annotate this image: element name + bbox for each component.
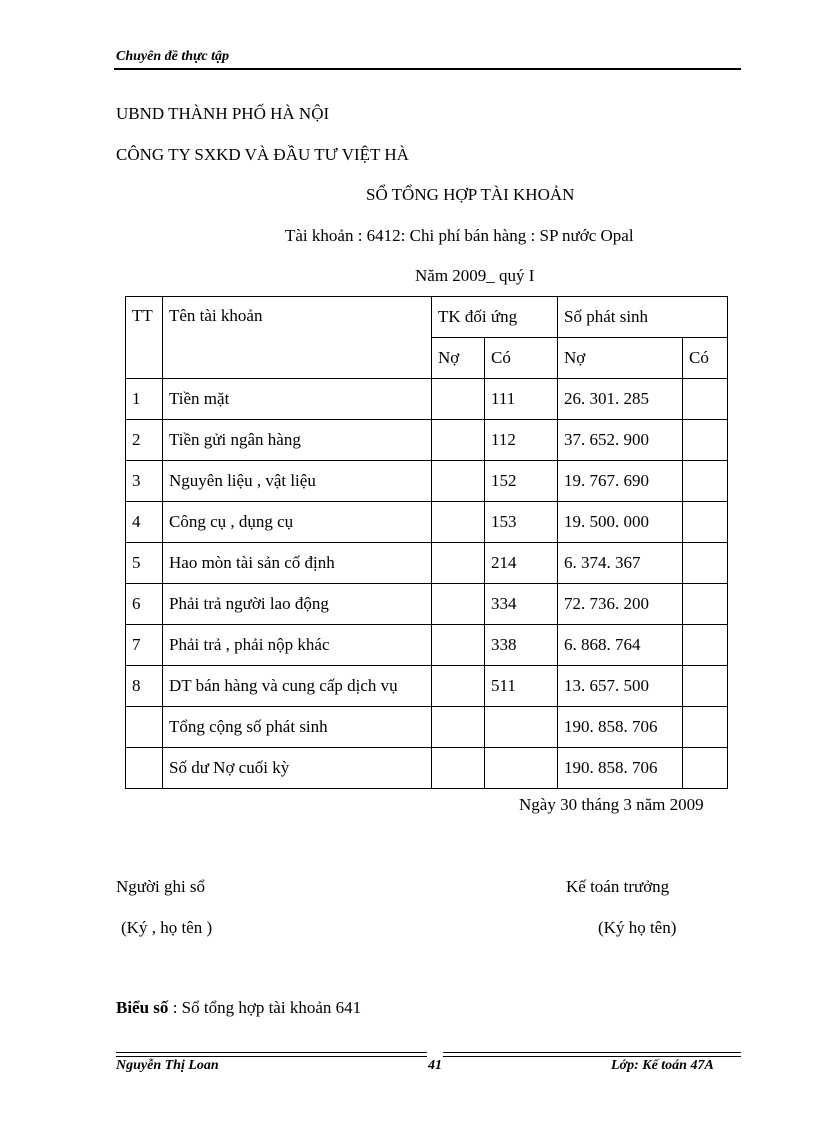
cell-account-name: Nguyên liệu , vật liệu	[163, 461, 432, 502]
cell-counter-co: 338	[485, 625, 558, 666]
table-row	[126, 707, 728, 748]
cell-tt: 8	[126, 666, 163, 707]
footer-rule-right	[443, 1052, 741, 1057]
cell-amount-co	[683, 666, 728, 707]
report-subtitle: Tài khoản : 6412: Chi phí bán hàng : SP nước Opal	[285, 226, 634, 245]
cell-amount-co	[683, 461, 728, 502]
signature-recorder-note: (Ký , họ tên )	[121, 918, 213, 937]
footer-rule-left	[116, 1052, 427, 1057]
cell-amount-no: 19. 500. 000	[558, 502, 683, 543]
header-amount-co: Có	[683, 338, 728, 379]
cell-amount-no: 190. 858. 706	[558, 748, 683, 789]
cell-amount-co	[683, 707, 728, 748]
cell-tt: 6	[126, 584, 163, 625]
cell-account-name: DT bán hàng và cung cấp dịch vụ	[163, 666, 432, 707]
header-counter-account: TK đối ứng	[432, 297, 558, 338]
signature-accountant-note: (Ký họ tên)	[598, 918, 677, 937]
cell-counter-no	[432, 625, 485, 666]
cell-tt: 4	[126, 502, 163, 543]
cell-counter-no	[432, 461, 485, 502]
cell-counter-no	[432, 707, 485, 748]
cell-amount-co	[683, 543, 728, 584]
cell-counter-no	[432, 420, 485, 461]
cell-amount-no: 6. 868. 764	[558, 625, 683, 666]
cell-tt: 1	[126, 379, 163, 420]
table-row	[126, 502, 728, 543]
cell-amount-no: 26. 301. 285	[558, 379, 683, 420]
org-line-2: CÔNG TY SXKD VÀ ĐẦU TƯ VIỆT HÀ	[116, 145, 409, 164]
cell-tt: 2	[126, 420, 163, 461]
report-date: Ngày 30 tháng 3 năm 2009	[519, 795, 704, 814]
cell-amount-co	[683, 379, 728, 420]
table-row	[126, 461, 728, 502]
header-amount: Số phát sinh	[558, 297, 728, 338]
cell-counter-co: 511	[485, 666, 558, 707]
cell-counter-co: 152	[485, 461, 558, 502]
cell-amount-no: 6. 374. 367	[558, 543, 683, 584]
header-tt: TT	[126, 297, 163, 379]
table-header-row	[126, 297, 728, 338]
cell-tt: 3	[126, 461, 163, 502]
table-row	[126, 584, 728, 625]
table-row	[126, 748, 728, 789]
cell-counter-no	[432, 502, 485, 543]
table-row	[126, 543, 728, 584]
figure-caption	[116, 998, 361, 1018]
cell-counter-no	[432, 543, 485, 584]
header-counter-no: Nợ	[432, 338, 485, 379]
cell-amount-no: 37. 652. 900	[558, 420, 683, 461]
footer-class: Lớp: Kế toán 47A	[611, 1058, 714, 1073]
cell-counter-co	[485, 707, 558, 748]
cell-amount-no: 13. 657. 500	[558, 666, 683, 707]
cell-counter-co: 214	[485, 543, 558, 584]
table-row	[126, 420, 728, 461]
caption-label: Biểu số	[116, 998, 169, 1017]
header-amount-no: Nợ	[558, 338, 683, 379]
cell-account-name: Hao mòn tài sản cố định	[163, 543, 432, 584]
cell-tt	[126, 748, 163, 789]
cell-counter-co: 153	[485, 502, 558, 543]
ledger-table	[125, 296, 728, 789]
cell-account-name: Tiền mặt	[163, 379, 432, 420]
cell-account-name: Số dư Nợ cuối kỳ	[163, 748, 432, 789]
cell-amount-co	[683, 502, 728, 543]
cell-amount-no: 190. 858. 706	[558, 707, 683, 748]
cell-counter-co: 112	[485, 420, 558, 461]
cell-account-name: Tổng cộng số phát sinh	[163, 707, 432, 748]
cell-counter-no	[432, 584, 485, 625]
table-row	[126, 625, 728, 666]
cell-counter-co: 334	[485, 584, 558, 625]
signature-recorder-role: Người ghi sổ	[116, 877, 206, 896]
cell-account-name: Công cụ , dụng cụ	[163, 502, 432, 543]
header-counter-co: Có	[485, 338, 558, 379]
running-header-title: Chuyên đề thực tập	[116, 49, 230, 64]
cell-amount-co	[683, 420, 728, 461]
cell-tt: 5	[126, 543, 163, 584]
cell-counter-co	[485, 748, 558, 789]
cell-amount-no: 19. 767. 690	[558, 461, 683, 502]
cell-counter-no	[432, 379, 485, 420]
cell-counter-no	[432, 666, 485, 707]
report-period: Năm 2009_ quý I	[415, 266, 535, 285]
table-row	[126, 379, 728, 420]
cell-counter-no	[432, 748, 485, 789]
table-row	[126, 666, 728, 707]
cell-counter-co: 111	[485, 379, 558, 420]
cell-account-name: Phải trả người lao động	[163, 584, 432, 625]
org-line-1: UBND THÀNH PHỐ HÀ NỘI	[116, 104, 330, 123]
cell-amount-co	[683, 584, 728, 625]
report-title: SỔ TỔNG HỢP TÀI KHOẢN	[366, 185, 575, 204]
cell-account-name: Phải trả , phải nộp khác	[163, 625, 432, 666]
cell-amount-co	[683, 748, 728, 789]
signature-accountant-role: Kế toán trưởng	[566, 877, 670, 896]
cell-tt: 7	[126, 625, 163, 666]
caption-text: : Sổ tổng hợp tài khoản 641	[168, 998, 362, 1017]
cell-amount-co	[683, 625, 728, 666]
cell-tt	[126, 707, 163, 748]
cell-amount-no: 72. 736. 200	[558, 584, 683, 625]
header-account-name: Tên tài khoản	[163, 297, 432, 379]
footer-author: Nguyễn Thị Loan	[116, 1058, 219, 1073]
header-rule	[114, 68, 741, 70]
page-number: 41	[428, 1058, 442, 1073]
cell-account-name: Tiền gửi ngân hàng	[163, 420, 432, 461]
